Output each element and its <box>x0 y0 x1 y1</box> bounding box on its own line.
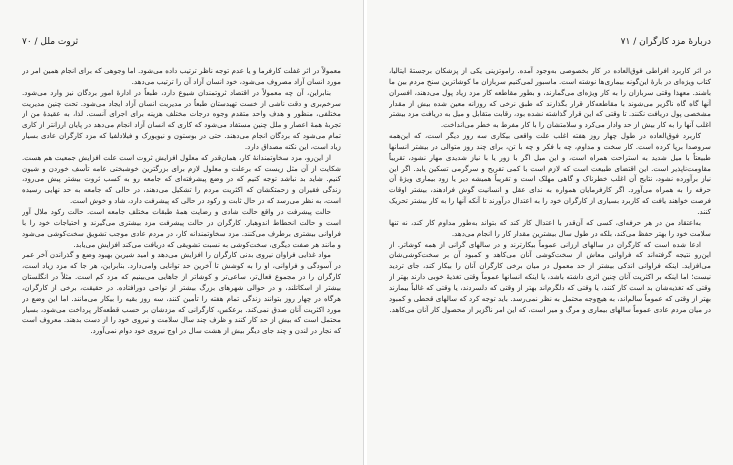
left-page <box>0 0 364 465</box>
right-paragraph-3: به‌اعتقاد من در هر حرفه‌ای، کسی که آن‌قدر با اعتدال کار کند که بتواند به‌طور مداوم کار کند، نه تنها سلامت خود را بهتر حفظ می‌کند، بلکه در طول سال بیشترین مقدار کار را انجام می‌دهد. <box>389 217 711 238</box>
right-page-running-header: دربارهٔ مزد کارگران / ۷۱ <box>620 37 711 47</box>
left-paragraph-5: مواد غذایی فراوان نیروی بدنی کارگران را افزایش می‌دهد و امید شیرین بهبود وضع و گذراندن آخر عمر در آسودگی و فراوانی، او را به کوشش تا آخرین حد توانایی وامی‌دارد. بنابراین، هر جا که مزد زیاد است، کارگران را در مجموع فعال‌تر، ساعی‌تر و کوشاتر از جاهایی می‌بینیم که مزد کم است. مثلاً در انگلستان بیشتر از اسکاتلند، و در حوالی شهرهای بزرگ بیشتر از نواحی دورافتاده. در حقیقت، برخی از کارگران، هرگاه در چهار روز بتوانند زندگی تمام هفته را تأمین کنند، سه روز بقیه را بیکار می‌مانند. اما این وضع در مورد اکثریت آنان صدق نمی‌کند. برعکس، کارگرانی که مزدشان بر حسب قطعه‌کار پرداخت می‌شود، بسیار محتمل است که بیش از حد کار کنند و ظرف چند سال سلامت و نیروی خود را از دست بدهند. معروف است که نجار در لندن و چند جای دیگر بیش از هشت سال در اوج نیروی خود دوام نمی‌آورد. <box>22 250 341 336</box>
left-page-running-header: ۷۰ / ثروت ملل <box>22 37 79 47</box>
right-paragraph-4: ادعا شده است که کارگران در سالهای ارزانی عموماً بیکارترند و در سالهای گرانی از همه کوشاتر. از این‌رو نتیجه گرفته‌اند که فراوانی معاش از سخت‌کوشی آنان می‌کاهد و کمبود آن بر سخت‌کوشی‌شان می‌افزاید. اینکه فراوانی اندکی بیشتر از حد معمول در میان برخی کارگران آنان را بیکار کند، جای تردید نیست؛ اما اینکه بر اکثریت آنان چنین اثری داشته باشد، یا اینکه انسانها عموماً وقتی تغذیهٔ خوبی دارند بهتر از وقتی که تغذیه‌شان بد است کار کنند، یا وقتی که دلگرم‌اند بهتر از وقتی که دلسردند، یا وقتی که غالباً بیمارند بهتر از وقتی که عموماً سالم‌اند، به هیچ‌وجه محتمل به نظر نمی‌رسد. باید توجه کرد که سالهای قحطی و کمبود در میان مردم عادی عموماً سالهای بیماری و مرگ و میر است، که این امر ناگزیر از محصول کار آنان می‌کاهد. <box>389 239 711 314</box>
left-paragraph-2: بنابراین، آن چه معمولاً در اقتصاد ثروتمندان شیوع دارد، طبعاً در ادارهٔ امور بردگان نیز وارد می‌شود. سرخم‌بری و دقت ناشی از خست تهیدستان طبعاً در مدیریت انسان آزاد ایجاد می‌شود. تحت چنین مدیریت مختلفی، منظور و هدف واحد متقدم وجوه درجات مختلف هزینه برای اجرای آنست. لذا، به عقیدهٔ من از تجربهٔ همهٔ اعصار و ملل چنین مستفاد می‌شود که کاری که انسان آزاد انجام می‌دهد در پایان ارزانتر از کاری تمام می‌شود که بردگان انجام می‌دهند. حتی در بوستون و نیویورک و فیلادلفیا که مزد کارگران عادی بسیار زیاد است، این نکته مصداق دارد. <box>22 87 341 151</box>
left-page-body <box>22 66 341 465</box>
right-page <box>367 0 733 465</box>
left-paragraph-3: از این‌رو، مزد سخاوتمندانهٔ کار، همان‌قدر که معلول افزایش ثروت است علت افزایش جمعیت هم هست. شکایت از آن مثل زیست که برعلت و معلول لازم برای بزرگترین خوشبختی عامه تأسف خوردن و شیون کنیم. شاید بد نباشد توجه کنیم که در وضع پیشرفته‌ای که جامعه رو به کسب ثروت بیشتر پیش می‌رود، زندگی فقیران و زحمتکشان که اکثریت مردم را تشکیل می‌دهند، در حالی که جامعه به حد نهایی رسیده است، به نظر می‌رسد که در حال ثابت و رکود در حالی که پیشرفت دارد، شاد و خوش است. <box>22 152 341 206</box>
right-page-body <box>389 66 711 465</box>
left-paragraph-1: معمولاً در اثر غفلت کارفرما و یا عدم توجه ناظر ترتیب داده می‌شود. اما وجوهی که برای انجام همین امر در مورد انسان آزاد مصروف می‌شود، خود انسان آزاد آن را ترتیب می‌دهد. <box>22 66 341 86</box>
left-paragraph-4: حالت پیشرفت در واقع حالت شادی و رضایت همهٔ طبقات مختلف جامعه است. حالت رکود ملال آور است و حالت انحطاط اندوهبار. کارگران در حالت پیشرفت مزد بیشتری می‌گیرند و احتیاجات خود را با فراوانی بیشتری برطرف می‌کنند. مزد سخاوتمندانه کار، در مردم عادی موجب تشویق سخت‌کوشی می‌شود و مانند هر صفت دیگری، سخت‌کوشی به نسبت تشویقی که دریافت می‌کند افزایش می‌یابد. <box>22 206 341 249</box>
right-page-header <box>389 36 711 50</box>
right-paragraph-2: کاربرد فوق‌العاده در طول چهار روز هفته اغلب علت واقعی بیکاری سه روز دیگر است، که این‌همه سروصدا برپا کرده است. کار سخت و مداوم، چه با فکر و چه با تن، برای چند روز متوالی در بیشتر انسانها طبیعتاً با میل شدید به استراحت همراه است، و این میل اگر با زور یا با نیاز شدیدی مهار نشود، تقریباً مقاومت‌ناپذیر است. این اقتضای طبیعت است که لازم است با کمی تفریح و سرگرمی تسکین یابد. اگر این نیاز برآورده نشود، نتایج آن اغلب خطرناک و گاهی مهلک است و تقریباً همیشه دیر یا زود بیماری ویژهٔ آن حرفه را به همراه می‌آورد. اگر کارفرمایان همواره به ندای عقل و انسانیت گوش فرادهند، بیشتر اوقات فرصت خواهند یافت که کاربرد بسیاری از کارگران خود را به اعتدال درآورند تا آنکه آنها را به کار بیشتر تحریک کنند. <box>389 131 711 216</box>
left-page-header <box>22 36 341 50</box>
right-paragraph-1: در اثر کاربرد افراطی فوق‌العاده در کار بخصوصی به‌وجود آمده. راموتزینی یکی از پزشکان برجستهٔ ایتالیا، کتاب ویژه‌ای در بارهٔ این‌گونه بیماری‌ها نوشته است. ماسبور لمی‌کنیم سربازان ما کوشاترین سنخ مردم بین ما باشند. معهذا وقتی سربازان را به کار ویژه‌ای می‌گمارند، و بطور مقاطعه کار مزد زیاد پول می‌دهند، افسران آنها گاه گاه ناگزیر می‌شوند با مقاطعه‌کار قرار بگذارند که طبق نرخی که روزانه معین شده بیش از مقدار مشخصی پول دریافت نکنند. تا وقتی که این قرار گذاشته نشده بود، رقابت متقابل و میل به دریافت مزد بیشتر اغلب آنها را به کار بیش از حد وادار می‌کرد و سلامتشان را با کار مفرط به خطر می‌انداخت. <box>389 66 711 130</box>
